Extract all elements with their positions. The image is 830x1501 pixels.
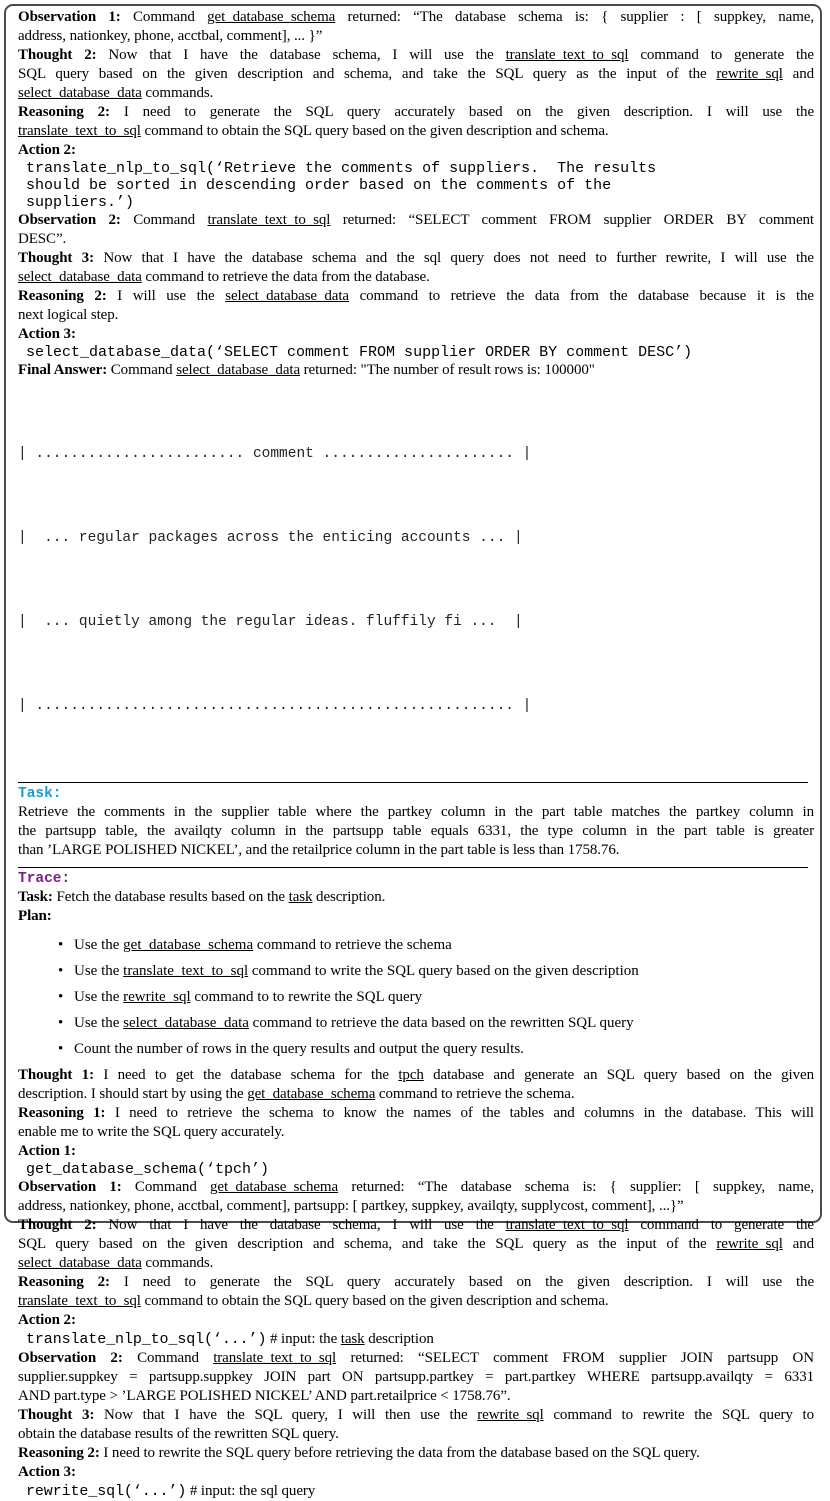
- example-action-3-label: Action 3:: [18, 326, 76, 342]
- example-thought-3-line-2: select_database_data command to retrieve the data from the database.: [18, 269, 430, 285]
- example-action-3-code: select_database_data(‘SELECT comment FROM supplier ORDER BY comment DESC’): [26, 344, 693, 361]
- result-table: [18, 384, 814, 776]
- divider: [18, 782, 808, 783]
- example-reasoning-2b-line-2: next logical step.: [18, 307, 119, 323]
- trace-action-2-label: Action 2:: [18, 1312, 76, 1328]
- trace-task: Task: Fetch the database results based on the task description.: [18, 889, 386, 905]
- task-header: Task:: [18, 786, 62, 802]
- trace-action-2-code: translate_nlp_to_sql(‘...’) # input: the task description: [26, 1331, 434, 1348]
- example-thought-3-line-1: Thought 3: Now that I have the database schema and the sql query does not need to further rewrite, I will use the: [18, 250, 814, 266]
- result-table-row: | ........................ comment ...................... |: [18, 446, 532, 462]
- result-table-row: | ... regular packages across the enticing accounts ... |: [18, 530, 523, 546]
- example-thought-2-line-2: SQL query based on the given description and schema, and take the SQL query as the input of the rewrite_sql and: [18, 66, 814, 82]
- trace-reasoning-2-line-1: Reasoning 2: I need to generate the SQL query accurately based on the given description. I will use the: [18, 1274, 815, 1290]
- trace-action-1-code: get_database_schema(‘tpch’): [26, 1161, 270, 1178]
- result-table-row: | ... quietly among the regular ideas. fluffily fi ... |: [18, 614, 523, 630]
- figure-content: [18, 8, 814, 1501]
- trace-reasoning-1-line-1: Reasoning 1: I need to retrieve the schema to know the names of the tables and columns in the database. This will: [18, 1105, 814, 1121]
- example-reasoning-2-line-1: Reasoning 2: I need to generate the SQL query accurately based on the given description. I will use the: [18, 104, 815, 120]
- trace-header: Trace:: [18, 871, 71, 887]
- task-line-2: the partsupp table, the availqty column in the partsupp table equals 6331, the type column in the part table is greater: [18, 823, 814, 839]
- example-action-2-code: translate_nlp_to_sql(‘Retrieve the comments of suppliers. The results should be sorted in descending order based on the comments of the suppliers.’): [26, 160, 657, 211]
- trace-thought-1-line-2: description. I should start by using the get_database_schema command to retrieve the schema.: [18, 1086, 575, 1102]
- example-observation-1-line-2: address, nationkey, phone, acctbal, comment], ... }”: [18, 28, 323, 44]
- plan-item: • Use the translate_text_to_sql command to write the SQL query based on the given description: [18, 962, 814, 981]
- example-action-2-label: Action 2:: [18, 142, 76, 158]
- example-final-answer: Final Answer: Command select_database_data returned: "The number of result rows is: 100000": [18, 362, 595, 378]
- example-observation-1-line-1: Observation 1: Command get_database_schema returned: “The database schema is: { supplier : [ suppkey, name,: [18, 9, 814, 25]
- trace-observation-2-line-3: AND part.type > ’LARGE POLISHED NICKEL’ AND part.retailprice < 1758.76”.: [18, 1388, 511, 1404]
- plan-list: [18, 936, 814, 1059]
- example-reasoning-2-line-2: translate_text_to_sql command to obtain the SQL query based on the given description and schema.: [18, 123, 609, 139]
- example-reasoning-2b-line-1: Reasoning 2: I will use the select_database_data command to retrieve the data from the database because it is the: [18, 288, 814, 304]
- trace-action-3-label: Action 3:: [18, 1464, 76, 1480]
- trace-observation-2-line-2: supplier.suppkey = partsupp.suppkey JOIN part ON partsupp.partkey = part.partkey WHERE partsupp.availqty = 6331: [18, 1369, 814, 1385]
- trace-reasoning-2-line-2: translate_text_to_sql command to obtain the SQL query based on the given description and schema.: [18, 1293, 609, 1309]
- trace-thought-1-line-1: Thought 1: I need to get the database schema for the tpch database and generate an SQL query based on the given: [18, 1067, 814, 1083]
- example-thought-2-line-1: Thought 2: Now that I have the database schema, I will use the translate_text_to_sql command to generate the: [18, 47, 814, 63]
- trace-action-3-code: rewrite_sql(‘...’) # input: the sql query: [26, 1483, 316, 1500]
- trace-thought-3-line-2: obtain the database results of the rewritten SQL query.: [18, 1426, 339, 1442]
- plan-item: • Use the select_database_data command to retrieve the data based on the rewritten SQL query: [18, 1014, 814, 1033]
- task-line-3: than ’LARGE POLISHED NICKEL’, and the retailprice column in the part table is less than 1758.76.: [18, 842, 620, 858]
- trace-thought-2-line-2: SQL query based on the given description and schema, and take the SQL query as the input of the rewrite_sql and: [18, 1236, 814, 1252]
- plan-item: • Count the number of rows in the query results and output the query results.: [18, 1040, 814, 1059]
- task-line-1: Retrieve the comments in the supplier table where the partkey column in the part table matches the partkey column in: [18, 804, 814, 820]
- result-table-row: | ....................................................... |: [18, 698, 532, 714]
- trace-thought-2-line-3: select_database_data commands.: [18, 1255, 214, 1271]
- trace-plan-label: Plan:: [18, 908, 52, 924]
- example-observation-2-line-2: DESC”.: [18, 231, 67, 247]
- trace-reasoning-1-line-2: enable me to write the SQL query accurately.: [18, 1124, 285, 1140]
- plan-item: • Use the get_database_schema command to retrieve the schema: [18, 936, 814, 955]
- trace-observation-1-line-2: address, nationkey, phone, acctbal, comment], partsupp: [ partkey, suppkey, availqty, supplycost, comment], ...}”: [18, 1198, 684, 1214]
- example-observation-2-line-1: Observation 2: Command translate_text_to_sql returned: “SELECT comment FROM supplier ORDER BY comment: [18, 212, 815, 228]
- trace-thought-2-line-1: Thought 2: Now that I have the database schema, I will use the translate_text_to_sql command to generate the: [18, 1217, 814, 1233]
- trace-observation-1-line-1: Observation 1: Command get_database_schema returned: “The database schema is: { supplier: [ suppkey, name,: [18, 1179, 814, 1195]
- trace-observation-2-line-1: Observation 2: Command translate_text_to_sql returned: “SELECT comment FROM supplier JOIN partsupp ON: [18, 1350, 814, 1366]
- divider: [18, 867, 808, 868]
- trace-reasoning-2b: Reasoning 2: I need to rewrite the SQL query before retrieving the data from the database based on the SQL query.: [18, 1445, 700, 1461]
- trace-thought-3-line-1: Thought 3: Now that I have the SQL query, I will then use the rewrite_sql command to rewrite the SQL query to: [18, 1407, 814, 1423]
- plan-item: • Use the rewrite_sql command to to rewrite the SQL query: [18, 988, 814, 1007]
- example-thought-2-line-3: select_database_data commands.: [18, 85, 214, 101]
- trace-action-1-label: Action 1:: [18, 1143, 76, 1159]
